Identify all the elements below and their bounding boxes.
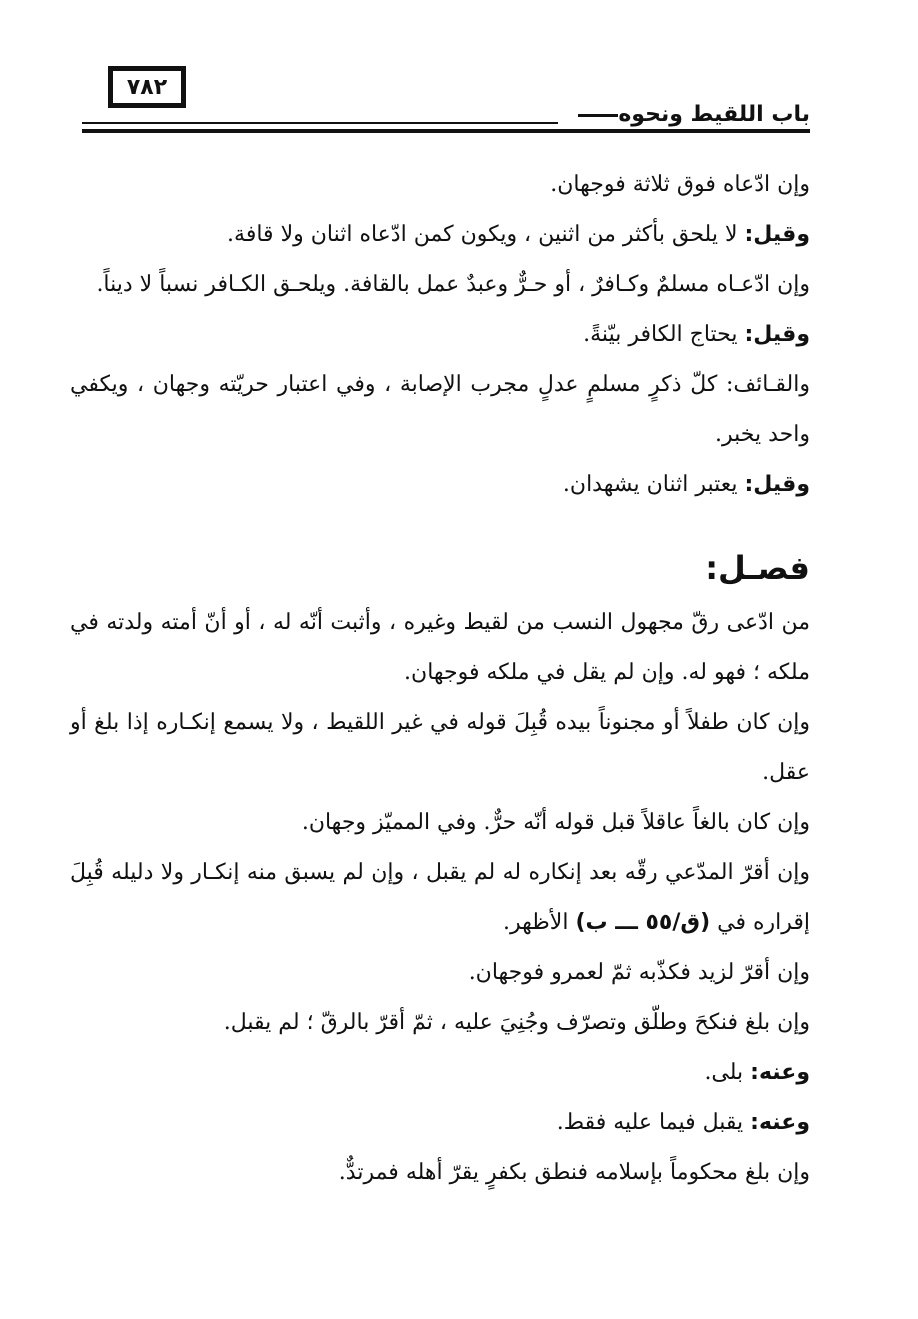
title-dash <box>578 114 618 117</box>
paragraph <box>70 1098 810 1148</box>
page-body <box>70 160 810 1198</box>
paragraph-text-after: الأظهر. <box>503 910 576 935</box>
chapter-title-text: باب اللقيط ونحوه <box>618 102 810 127</box>
paragraph <box>70 948 810 998</box>
paragraph-text: يحتاج الكافر بيّنةً. <box>583 322 745 347</box>
opinion-label: وقيل: <box>744 322 810 347</box>
section-heading <box>70 540 810 596</box>
paragraph <box>70 360 810 460</box>
paragraph-text: وإن كان بالغاً عاقلاً قبل قوله أنّه حرٌّ. وفي المميّز وجهان. <box>301 810 810 835</box>
paragraph-text: من ادّعى رقّ مجهول النسب من لقيط وغيره ، وأثبت أنّه له ، أو أنّ أمته ولدته في ملكه ؛ فهو له. وإن لم يقل في ملكه فوجهان. <box>70 610 810 685</box>
paragraph-text: بلى. <box>704 1060 751 1085</box>
paragraph-text: يقبل فيما عليه فقط. <box>556 1110 751 1135</box>
paragraph-text: والقـائف: كلّ ذكرٍ مسلمٍ عدلٍ مجرب الإصابة ، وفي اعتبار حريّته وجهان ، ويكفي واحد يخبر. <box>70 372 810 447</box>
paragraph <box>70 698 810 798</box>
header-rule-thick <box>82 129 810 133</box>
paragraph <box>70 598 810 698</box>
opinion-label: وقيل: <box>744 472 810 497</box>
paragraph <box>70 210 810 260</box>
paragraph-text: وإن أقرّ لزيد فكذّبه ثمّ لعمرو فوجهان. <box>468 960 810 985</box>
paragraph <box>70 310 810 360</box>
opinion-label: وعنه: <box>750 1060 810 1085</box>
paragraph <box>70 998 810 1048</box>
paragraph <box>70 460 810 510</box>
paragraph-text: وإن بلغ محكوماً بإسلامه فنطق بكفرٍ يقرّ أهله فمرتدٌّ. <box>338 1160 810 1185</box>
paragraph <box>70 798 810 848</box>
opinion-label: وعنه: <box>750 1110 810 1135</box>
paragraph <box>70 1048 810 1098</box>
paragraph <box>70 160 810 210</box>
paragraph-text: يعتبر اثنان يشهدان. <box>562 472 745 497</box>
chapter-title <box>558 102 810 127</box>
paragraph-text: وإن ادّعـاه مسلمٌ وكـافرٌ ، أو حـرٌّ وعبدٌ عمل بالقافة. ويلحـق الكـافر نسباً لا ديناً. <box>96 272 810 297</box>
page-number: ٧٨٢ <box>108 66 186 108</box>
paragraph-text: لا يلحق بأكثر من اثنين ، ويكون كمن ادّعاه اثنان ولا قافة. <box>227 222 745 247</box>
paragraph <box>70 1148 810 1198</box>
paragraph-text: وإن كان طفلاً أو مجنوناً بيده قُبِلَ قوله في غير اللقيط ، ولا يسمع إنكـاره إذا بلغ أو عقل. <box>70 710 810 785</box>
paragraph <box>70 848 810 948</box>
manuscript-reference: (ق/٥٥ ـــ ب) <box>575 910 711 935</box>
opinion-label: وقيل: <box>744 222 810 247</box>
paragraph-text: وإن ادّعاه فوق ثلاثة فوجهان. <box>550 172 810 197</box>
paragraph-text: وإن بلغ فنكحَ وطلّق وتصرّف وجُنِيَ عليه ، ثمّ أقرّ بالرقّ ؛ لم يقبل. <box>223 1010 810 1035</box>
paragraph <box>70 260 810 310</box>
section-heading-text: فصـل: <box>705 549 810 587</box>
paragraph-text: وإن أقرّ المدّعي رقّه بعد إنكاره له لم يقبل ، وإن لم يسبق منه إنكـار ولا دليله قُبِلَ إقراره في <box>70 860 810 935</box>
